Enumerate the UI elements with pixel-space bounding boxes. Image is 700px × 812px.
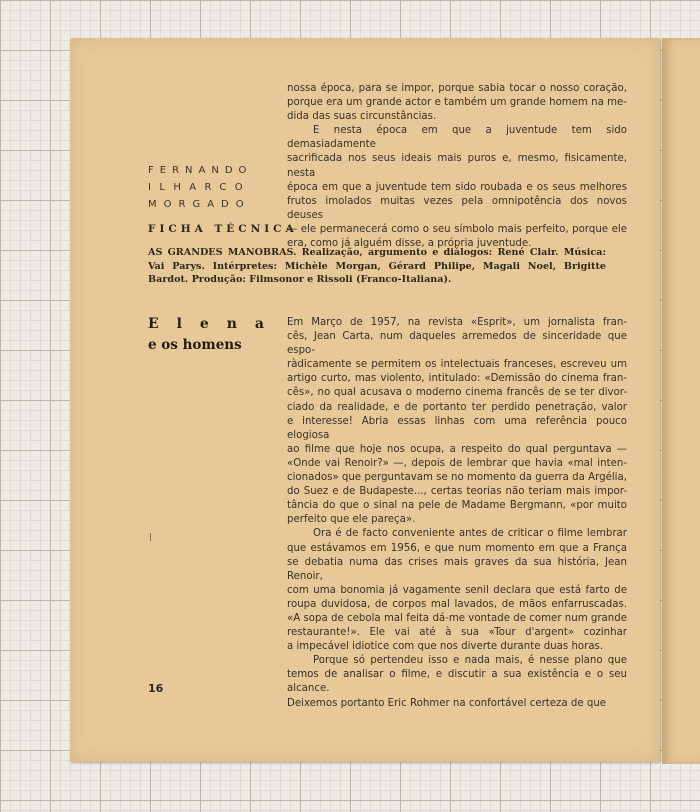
text-line: cês, Jean Carta, num daqueles arremedos de sinceridade que espo- [287, 331, 627, 357]
text-line: Deixemos portanto Eric Rohmer na confortável certeza de que [287, 697, 607, 709]
text-line: época em que a juventude tem sido roubada e os seus melhores [287, 181, 627, 193]
title-letter: E [148, 316, 159, 332]
text-line: cês», no qual acusava o moderno cinema francês de se ter divor- [287, 387, 627, 399]
text-line: perfeito que ele pareça». [287, 514, 416, 526]
intro-column [287, 82, 627, 251]
text-line: ciado da realidade, e de portanto ter perdido penetração, valor [287, 401, 627, 413]
text-line: porque era um grande actor e também um grande homem na me- [287, 97, 627, 109]
text-line: sacrificada nos seus ideais mais puros e, mesmo, fisicamente, nesta [287, 153, 627, 179]
text-line: se debatia numa das crises mais graves da sua história, Jean Renoir, [287, 556, 627, 582]
print-mark [150, 533, 151, 541]
title-letter: e [199, 316, 209, 332]
article-title-line-2: e os homens [148, 337, 242, 353]
author-middle-name: ILHARCO [148, 182, 251, 193]
text-line: frutos imolados muitas vezes pela omnipotência dos novos deuses [287, 195, 627, 221]
text-line: «A sopa de cebola mal feita dá-me vontade de comer num grande [287, 612, 627, 624]
text-line: temos de analisar o filme, e discutir a sua existência e o seu alcance. [287, 669, 627, 695]
text-line: Porque só pertendeu isso e nada mais, é nesse plano que [313, 655, 627, 667]
text-line: e interesse! Abria essas linhas com uma referência pouco elogiosa [287, 415, 627, 441]
text-line: E nesta época em que a juventude tem sido demasiadamente [287, 125, 627, 151]
text-line: que estávamos em 1956, e que num momento em que a França [287, 542, 627, 554]
text-line: — ele permanecerá como o seu símbolo mais perfeito, porque ele [287, 223, 627, 235]
text-line: roupa duvidosa, de corpos mal lavados, de mãos enfarruscadas. [287, 598, 627, 610]
text-line: com uma bonomia já vagamente senil declara que está farto de [287, 584, 627, 596]
article-title-line-1 [148, 314, 264, 334]
author-name [148, 162, 252, 213]
article-body [287, 316, 627, 711]
text-line: «Onde vai Renoir?» —, depois de lembrar que havia «mal inten- [287, 457, 627, 469]
title-letter: l [176, 316, 182, 332]
page-number: 16 [148, 682, 164, 695]
facing-page-edge [662, 38, 700, 764]
text-line: ao filme que hoje nos ocupa, a respeito do qual perguntava — [287, 443, 627, 455]
text-line: ràdicamente se permitem os intelectuais franceses, escreveu um [287, 359, 627, 371]
title-letter: n [226, 316, 237, 332]
ficha-tecnica-text: AS GRANDES MANOBRAS. Realização, argumento e diálogos: René Clair. Música: Vai Parys. Intérpretes: Michèle Morgan, Gérard Philipe, Magali Noel, Brigitte Bardot. Produção: Filmsonor e Rissoli (Franco-Italiana). [148, 247, 606, 285]
author-first-name: FERNANDO [148, 165, 253, 176]
ficha-tecnica-heading: FICHA TÉCNICA [148, 223, 298, 235]
text-line: nossa época, para se impor, porque sabia tocar o nosso coração, [287, 83, 627, 94]
article-title [148, 314, 264, 355]
text-line: era, como já alguém disse, a própria juventude. [287, 238, 532, 250]
text-line: Ora é de facto conveniente antes de criticar o filme lembrar [313, 528, 627, 540]
text-line: a impecável idiotice com que nos diverte durante duas horas. [287, 641, 604, 653]
text-line: dida das suas circunstâncias. [287, 111, 437, 123]
text-line: Em Março de 1957, na revista «Esprit», um jornalista fran- [287, 317, 627, 328]
text-line: tância do que o sinal na pele de Madame Bergmann, «por muito [287, 500, 627, 512]
title-letter: a [254, 316, 264, 332]
text-line: restaurante!». Ele vai até à sua «Tour d'argent» cozinhar [287, 627, 627, 639]
text-line: do Suez e de Budapeste..., certas teorias não teriam mais impor- [287, 486, 627, 498]
text-line: artigo curto, mas violento, intitulado: «Demissão do cinema fran- [287, 373, 627, 385]
text-line: cionados» que perguntavam se no momento da guerra da Argélia, [287, 472, 627, 484]
author-last-name: MORGADO [148, 199, 251, 210]
